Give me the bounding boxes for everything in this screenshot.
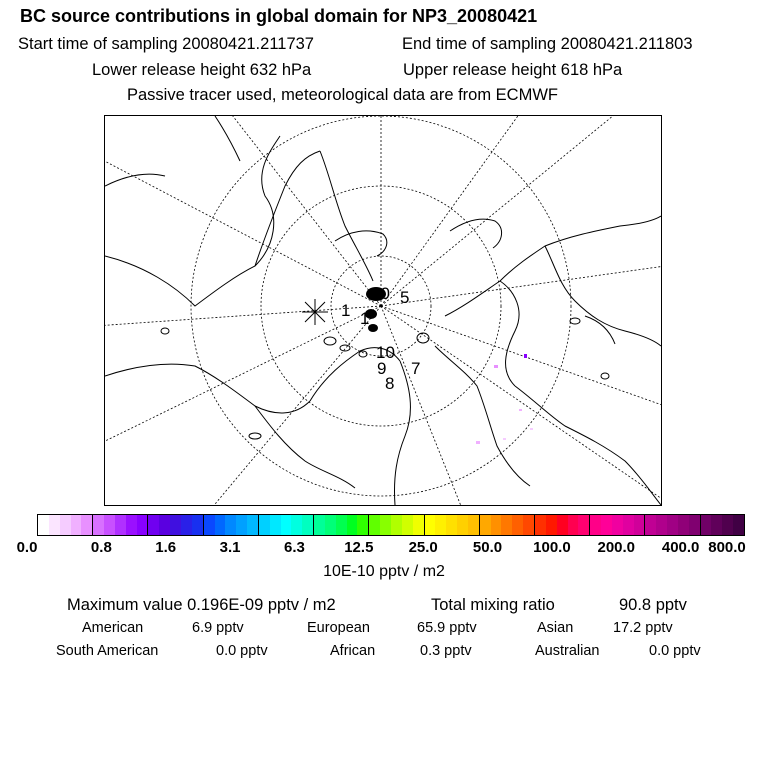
- color-scale-cell: [247, 515, 258, 535]
- color-scale-cell: [203, 515, 215, 535]
- color-scale-tick-label: 50.0: [472, 539, 503, 556]
- release-star-marker: [302, 299, 328, 325]
- color-scale-bar: [37, 514, 745, 536]
- start-time: Start time of sampling 20080421.211737: [18, 35, 314, 53]
- color-scale-cell: [457, 515, 468, 535]
- color-scale-cell: [446, 515, 457, 535]
- color-scale-cell: [589, 515, 601, 535]
- color-scale-tick-label: 800.0: [708, 539, 746, 556]
- color-scale-cell: [656, 515, 667, 535]
- color-scale-cell: [325, 515, 336, 535]
- lower-release-height: Lower release height 632 hPa: [92, 61, 312, 79]
- trajectory-label: 9: [377, 359, 387, 378]
- meridians: [105, 116, 661, 505]
- color-scale-tick-label: 0.8: [90, 539, 112, 556]
- region-value: 0.0 pptv: [216, 643, 268, 659]
- color-scale-cell: [700, 515, 712, 535]
- concentration-pixels: [476, 354, 533, 444]
- color-scale-cell: [115, 515, 126, 535]
- color-scale-tick-label: 1.6: [155, 539, 177, 556]
- color-scale-cell: [512, 515, 523, 535]
- color-scale-cell: [368, 515, 380, 535]
- page-title: BC source contributions in global domain for NP3_20080421: [20, 6, 538, 26]
- color-scale-cell: [137, 515, 148, 535]
- region-name: Australian: [535, 643, 600, 659]
- color-scale-cell: [413, 515, 424, 535]
- color-scale-cell: [568, 515, 579, 535]
- color-scale-cell: [402, 515, 413, 535]
- color-scale-cell: [612, 515, 623, 535]
- color-scale-cell: [181, 515, 192, 535]
- color-scale-tick-label: 200.0: [597, 539, 636, 556]
- total-value: 90.8 pptv: [619, 596, 687, 614]
- trajectory-label: 10: [376, 343, 395, 362]
- color-scale-cell: [215, 515, 226, 535]
- trajectory-label: 8: [385, 374, 395, 393]
- color-scale-cell: [258, 515, 270, 535]
- color-scale-cell: [38, 515, 49, 535]
- color-scale-cell: [92, 515, 104, 535]
- trajectory-label: 5: [400, 288, 410, 307]
- region-value: 17.2 pptv: [613, 620, 673, 636]
- region-name: American: [82, 620, 144, 636]
- upper-release-height: Upper release height 618 hPa: [403, 61, 623, 79]
- region-value: 0.0 pptv: [649, 643, 701, 659]
- color-scale-cell: [159, 515, 170, 535]
- color-scale-cell: [104, 515, 115, 535]
- color-scale-cell: [302, 515, 313, 535]
- color-scale-cell: [336, 515, 347, 535]
- color-scale-tick-label: 12.5: [344, 539, 374, 556]
- end-time: End time of sampling 20080421.211803: [402, 35, 693, 53]
- color-scale-cell: [523, 515, 534, 535]
- trajectory-label: 1: [360, 309, 370, 328]
- color-scale-cell: [357, 515, 368, 535]
- color-scale-cell: [225, 515, 236, 535]
- color-scale-cell: [468, 515, 479, 535]
- polar-map: [104, 115, 662, 506]
- color-scale-cell: [711, 515, 722, 535]
- region-value: 6.9 pptv: [192, 620, 244, 636]
- color-scale-cell: [81, 515, 92, 535]
- color-scale-cell: [126, 515, 137, 535]
- color-scale-cell: [424, 515, 436, 535]
- color-scale-cell: [644, 515, 656, 535]
- map-canvas: [105, 116, 661, 505]
- trajectory-label: 1: [341, 301, 351, 320]
- color-scale-cell: [380, 515, 391, 535]
- color-scale-tick-label: 3.1: [219, 539, 241, 556]
- color-scale-cell: [313, 515, 325, 535]
- trajectory-label: 7: [411, 359, 421, 378]
- region-name: African: [330, 643, 376, 659]
- trajectory-label: 20: [371, 284, 390, 303]
- color-scale-cell: [291, 515, 302, 535]
- color-scale-cell: [347, 515, 358, 535]
- color-scale-tick-label: 100.0: [533, 539, 571, 556]
- unit-label: 10E-10 pptv / m2: [323, 563, 445, 580]
- color-scale-cell: [667, 515, 678, 535]
- color-scale-tick-label: 0.0: [16, 539, 38, 556]
- color-scale-tick-label: 400.0: [661, 539, 700, 556]
- color-scale-cell: [623, 515, 634, 535]
- color-scale-cell: [678, 515, 689, 535]
- total-label: Total mixing ratio: [431, 596, 555, 614]
- region-name: European: [307, 620, 370, 636]
- color-scale-cell: [192, 515, 203, 535]
- color-scale-tick-label: 25.0: [408, 539, 438, 556]
- color-scale-cell: [170, 515, 181, 535]
- tracer-note: Passive tracer used, meteorological data are from ECMWF: [127, 86, 558, 104]
- color-scale-cell: [391, 515, 402, 535]
- color-scale-cell: [147, 515, 159, 535]
- color-scale-cell: [689, 515, 700, 535]
- region-value: 65.9 pptv: [417, 620, 477, 636]
- color-scale-cell: [270, 515, 281, 535]
- color-scale-tick-label: 6.3: [284, 539, 305, 556]
- color-scale-cell: [236, 515, 247, 535]
- color-scale-cell: [501, 515, 512, 535]
- color-scale-cell: [557, 515, 568, 535]
- color-scale-cell: [60, 515, 71, 535]
- color-scale-cell: [634, 515, 645, 535]
- trajectory-labels: [341, 284, 420, 393]
- color-scale-cell: [733, 515, 744, 535]
- color-scale-cell: [479, 515, 491, 535]
- region-name: South American: [56, 643, 159, 659]
- color-scale-cell: [534, 515, 546, 535]
- color-scale-cell: [49, 515, 60, 535]
- color-scale-cell: [546, 515, 557, 535]
- color-scale-cell: [578, 515, 589, 535]
- color-scale-cell: [601, 515, 612, 535]
- region-name: Asian: [537, 620, 574, 636]
- color-scale-cell: [281, 515, 292, 535]
- color-scale-cell: [71, 515, 82, 535]
- region-value: 0.3 pptv: [420, 643, 472, 659]
- color-scale-cell: [722, 515, 733, 535]
- max-value: Maximum value 0.196E-09 pptv / m2: [67, 596, 336, 614]
- color-scale-cell: [491, 515, 502, 535]
- color-scale-cell: [435, 515, 446, 535]
